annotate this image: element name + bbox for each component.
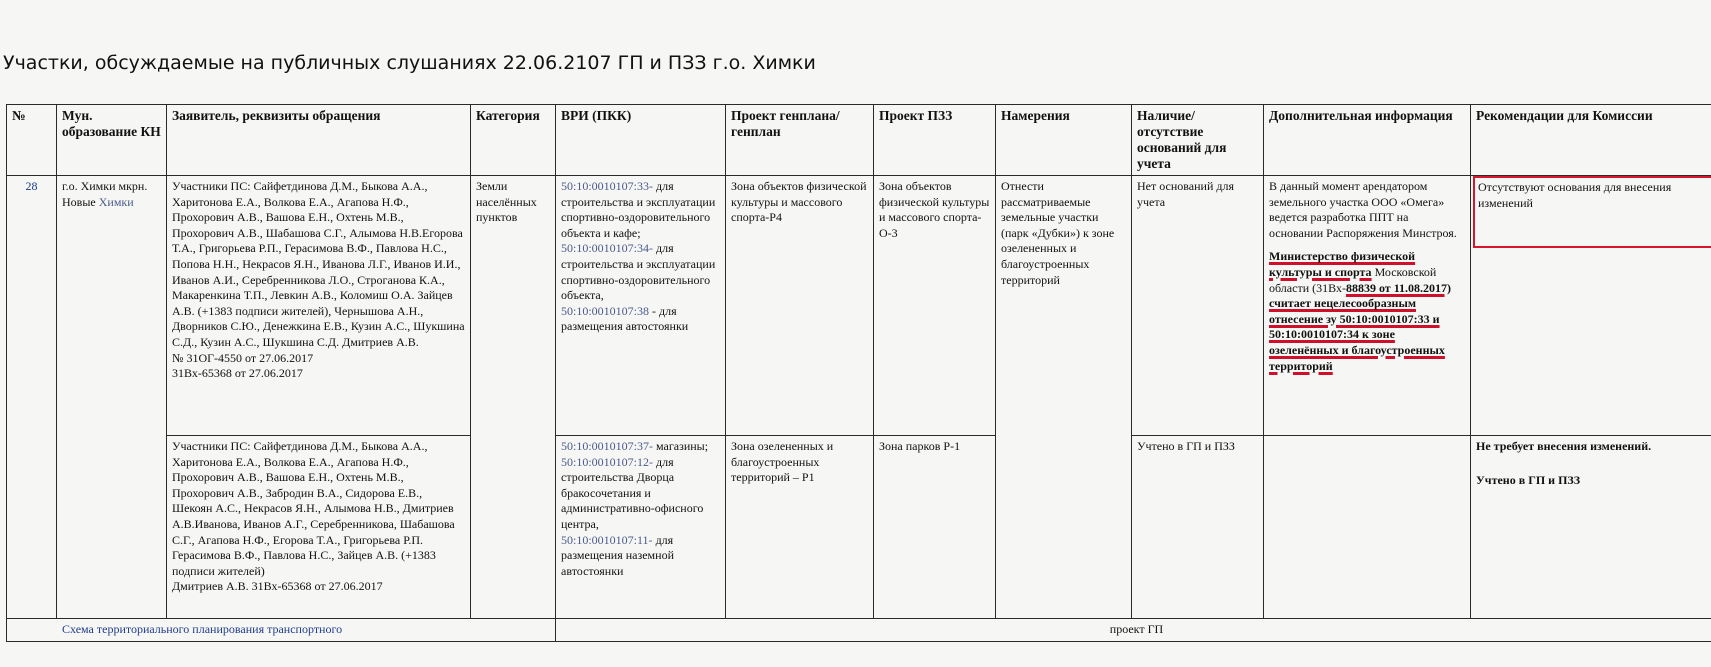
cadastral-number: 50:10:0010107:37- [561,439,653,453]
vri-text: для строительства Дворца бракосочетания и административно-офисного центра, [561,454,704,531]
applicant-text: Участники ПС: Сайфетдинова Д.М., Быкова А.А., Харитонова Е.А., Волкова Е.А., Агапова Н.Ф., Прохорович А.В., Вашова Е.Н., Охтень М.В., Прохорович А.В., Шабашова С.Г., Алымова Н.В.Егорова Т.А., Григорьева Р.П., Герасимова В.Ф., Павлова Н.С., Попова Н.Н., Некрасов Я.Н., Иванова Л.Г., Иванов И.И., Иванов А.И., Серебренникова Л.О., Строганова К.А., Макаренкина Т.П., Левкин А.В., Коломиш О.А. Зайцев А.В. (+1383 подписи жителей), Чернышова А.Н., Дворников С.Ю., Денежкина Е.В., Кузин А.С., Шукшина С.Д., Кузин А.С., Шукшина С.Д. Дмитриев А.В. [172,179,465,349]
applicant-cell [167,176,471,436]
header-cell: № [7,105,57,176]
municipality-district: Химки [98,194,134,209]
intent-cell: Отнести рассматриваемые земельные участки (парк «Дубки») к зоне озелененных и благоустроенных территорий [996,176,1132,619]
info-text: Московской области (31Вх- [1269,264,1437,295]
applicant-cell [167,436,471,619]
municipality-cell [57,176,167,619]
vri-text: для размещения наземной автостоянки [561,532,674,578]
header-cell: Категория [471,105,556,176]
recommend-text: Учтено в ГП и ПЗЗ [1476,472,1581,487]
info-text: В данный момент арендатором земельного участка ООО «Омега» ведется разработка ППТ на основании Распоряжения Минстроя. [1269,179,1457,240]
category-cell: Земли населённых пунктов [471,176,556,619]
applicant-ref: 31Вх-65368 от 27.06.2017 [172,366,303,381]
vri-cell [556,176,726,436]
info-cell [1264,176,1471,436]
header-cell: Наличие/отсутствие оснований для учета [1132,105,1264,176]
recommend-boxed: Отсутствуют основания для внесения изменений [1473,176,1711,248]
cadastral-number: 50:10:0010107:11- [561,532,653,547]
table-row [7,619,1711,642]
pzz-cell: Зона парков Р-1 [874,436,996,619]
table-row [7,176,1711,436]
basis-cell: Учтено в ГП и ПЗЗ [1132,436,1264,619]
cadastral-number: 50:10:0010107:38 [561,303,650,318]
header-cell: Дополнительная информация [1264,105,1471,176]
genplan-cell: Зона объектов физической культуры и массового спорта-Р4 [726,176,874,436]
applicant-ref: Дмитриев А.В. 31Вх-65368 от 27.06.2017 [172,579,383,594]
vri-text: для строительства и эксплуатации спортивно-оздоровительного объекта, [561,241,716,303]
basis-cell: Нет оснований для учета [1132,176,1264,436]
cadastral-number: 50:10:0010107:33- [561,179,653,193]
row-number: 28 [7,176,57,619]
vri-cell [556,436,726,619]
cadastral-number: 50:10:0010107:12- [561,454,653,469]
header-cell: Рекомендации для Комиссии [1471,105,1711,176]
recommend-cell [1471,436,1711,619]
recommend-cell [1471,176,1711,436]
info-highlight: 88839 от 11.08.2017) считает нецелесообразным отнесение зу 50:10:0010107:33 и 50:10:0010107:34 к зоне озеленённых и благоустроенных территорий [1269,280,1452,373]
header-cell: Мун. образование КН [57,105,167,176]
info-highlight: Министерство физической культуры и спорта [1269,249,1416,279]
header-cell: Проект генплана/генплан [726,105,874,176]
table-row [7,436,1711,619]
header-cell: ВРИ (ПКК) [556,105,726,176]
pzz-cell: Зона объектов физической культуры и массового спорта-О-3 [874,176,996,436]
applicant-text: Участники ПС: Сайфетдинова Д.М., Быкова А.А., Харитонова Е.А., Волкова Е.А., Агапова Н.Ф., Прохорович А.В., Вашова Е.Н., Охтень М.В., Прохорович А.В., Забродин В.А., Сидорова Е.В., Шекоян А.С., Некрасов Я.Н., Алымова Н.В., Дмитриев А.В.Иванова, Иванов А.Г., Серебренникова, Шабашова С.Г., Агапова Н.Ф., Егорова Т.А., Григорьева Р.П. Герасимова В.Ф., Павлова Н.С., Зайцев А.В. (+1383 подписи жителей) [172,439,455,578]
recommend-text: Не требует внесения изменений. [1476,439,1652,453]
header-cell: Заявитель, реквизиты обращения [167,105,471,176]
info-cell [1264,436,1471,619]
bottom-left-text: Схема территориального планирования транспортного [62,622,343,636]
page-title: Участки, обсуждаемые на публичных слушаниях 22.06.2107 ГП и ПЗЗ г.о. Химки [3,52,816,74]
hearings-table [6,104,1711,642]
header-row [7,105,1711,176]
vri-text: для строительства и эксплуатации спортивно-оздоровительного объекта и кафе; [561,179,716,240]
municipality-text: г.о. Химки мкрн. Новые [62,179,148,209]
applicant-ref: № 31ОГ-4550 от 27.06.2017 [172,350,314,365]
bottom-left-cell [7,619,556,642]
header-cell: Намерения [996,105,1132,176]
bottom-right-cell [556,619,1711,642]
cadastral-number: 50:10:0010107:34- [561,241,653,256]
bottom-right-text: проект ГП [1109,622,1164,636]
genplan-cell: Зона озелененных и благоустроенных территорий – Р1 [726,436,874,619]
header-cell: Проект ПЗЗ [874,105,996,176]
vri-text: - для размещения автостоянки [561,303,689,334]
vri-text: магазины; [653,439,709,453]
